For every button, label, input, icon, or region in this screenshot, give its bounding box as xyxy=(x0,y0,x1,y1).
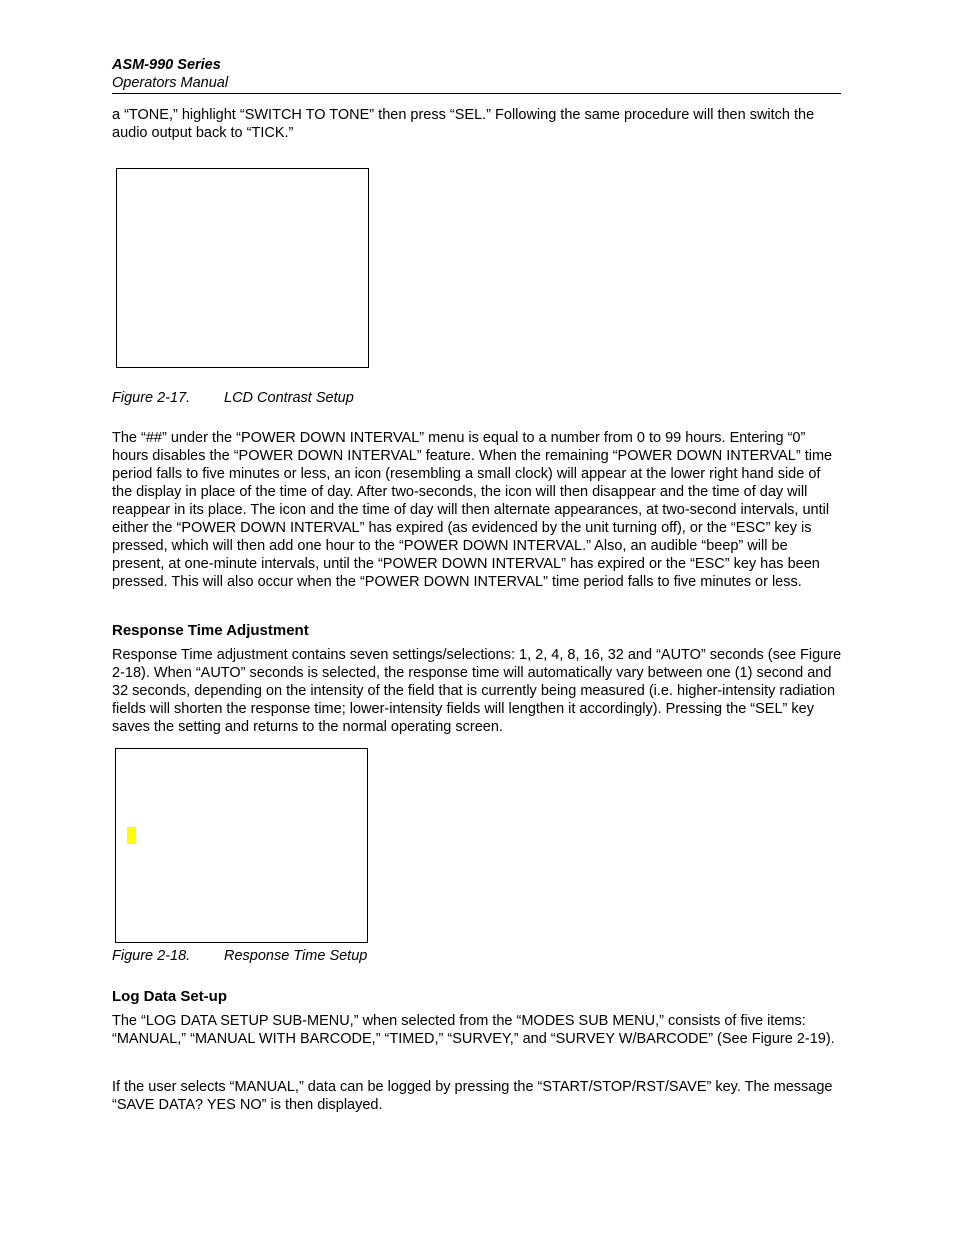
manual-log-paragraph: If the user selects “MANUAL,” data can be logged by pressing the “START/STOP/RST/SAVE” key. The message “SAVE DATA? YES NO” is then displayed. xyxy=(112,1079,833,1113)
figure-2-18-caption xyxy=(112,948,367,964)
log-data-paragraph: The “LOG DATA SETUP SUB-MENU,” when selected from the “MODES SUB MENU,” consists of five items: “MANUAL,” “MANUAL WITH BARCODE,” “TIMED,” “SURVEY,” and “SURVEY W/BARCODE” (See Figure 2-19). xyxy=(112,1013,835,1047)
figure-number: Figure 2-17. xyxy=(112,390,191,406)
response-time-figure xyxy=(115,748,368,943)
figure-2-17-caption xyxy=(112,390,354,406)
header-rule xyxy=(112,93,841,94)
response-time-paragraph: Response Time adjustment contains seven settings/selections: 1, 2, 4, 8, 16, 32 and “AUTO” seconds (see Figure 2-18). When “AUTO” seconds is selected, the response time will automatically vary between one (1) second and 32 seconds, depending on the intensity of the field that is currently being measured (i.e. higher-intensity radiation fields will shorten the response time; lower-intensity fields will lengthen it accordingly). Pressing the “SEL” key saves the setting and returns to the normal operating screen. xyxy=(112,647,842,735)
intro-paragraph: a “TONE,” highlight “SWITCH TO TONE” then press “SEL.” Following the same procedure will then switch the audio output back to “TICK.” xyxy=(112,107,815,141)
power-down-paragraph: The “##” under the “POWER DOWN INTERVAL” menu is equal to a number from 0 to 99 hours. Entering “0” hours disables the “POWER DOWN INTERVAL” feature. When the remaining “POWER DOWN INTERVAL” time period falls to five minutes or less, an icon (resembling a small clock) will appear at the lower right hand side of the display in place of the time of day. After two-seconds, the icon will then disappear and the time of day will reappear in its place. The icon and the time of day will then alternate appearances, at two-second intervals, until either the “POWER DOWN INTERVAL” has expired (as evidenced by the unit turning off), or the “ESC” key is pressed, which will then add one hour to the “POWER DOWN INTERVAL.” Also, an audible “beep” will be present, at one-minute intervals, until the “POWER DOWN INTERVAL” has expired or the “ESC” key has been pressed. This will also occur when the “POWER DOWN INTERVAL” time period falls to five minutes or less. xyxy=(112,430,833,590)
log-data-heading: Log Data Set-up xyxy=(112,988,227,1005)
figure-title: LCD Contrast Setup xyxy=(224,390,354,406)
figure-title: Response Time Setup xyxy=(224,948,368,964)
lcd-contrast-figure xyxy=(116,168,369,368)
figure-number: Figure 2-18. xyxy=(112,948,191,964)
selection-cursor xyxy=(127,827,136,844)
response-time-heading: Response Time Adjustment xyxy=(112,622,309,639)
header-series: ASM-990 Series xyxy=(112,57,221,73)
header-manual: Operators Manual xyxy=(112,75,229,91)
